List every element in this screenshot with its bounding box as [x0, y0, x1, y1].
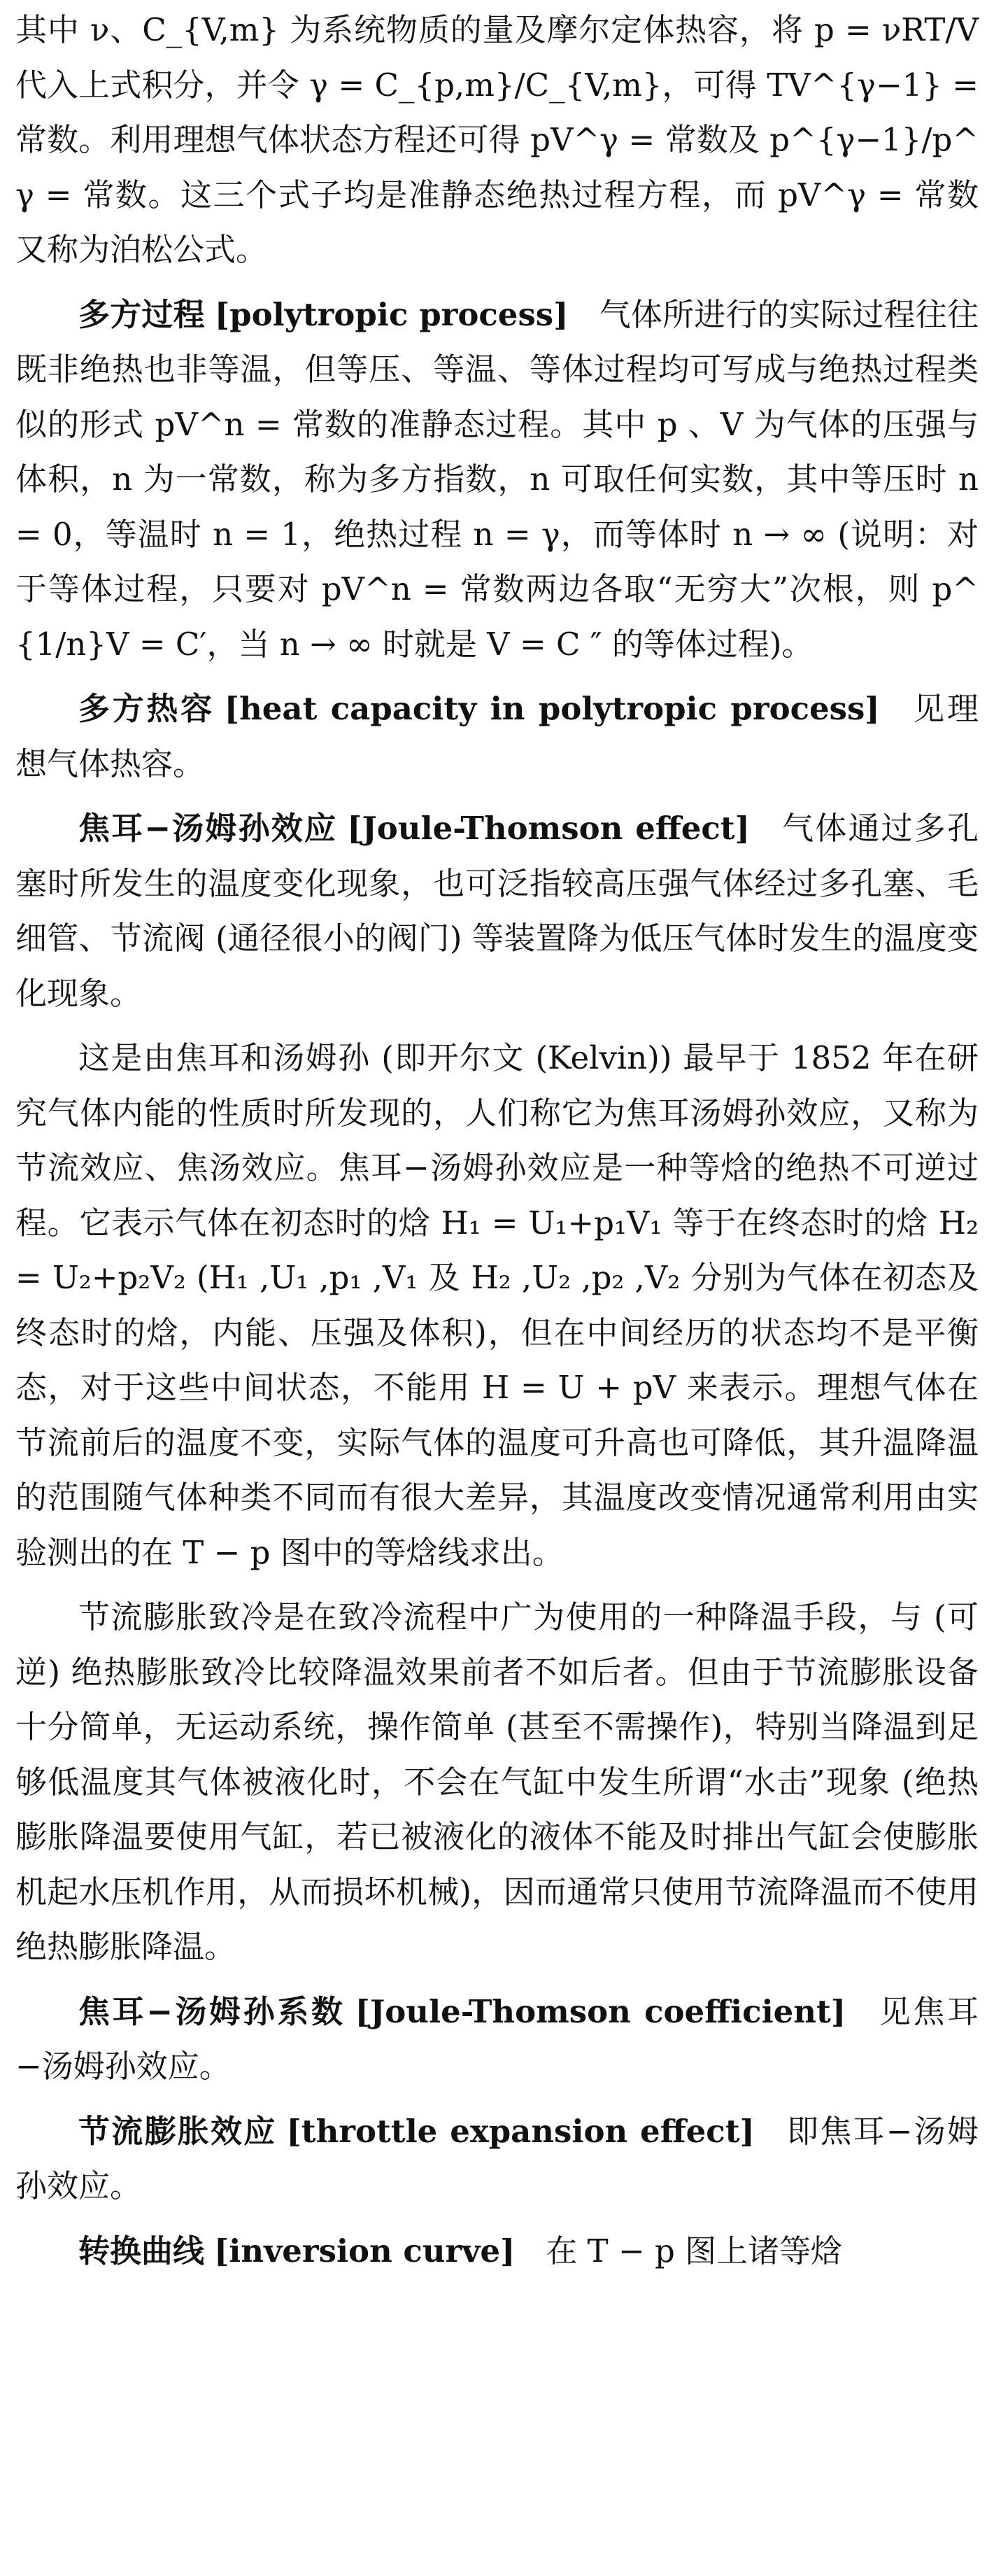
entry-polytropic-heat-capacity — [15, 682, 979, 791]
entry-text: 气体所进行的实际过程往往既非绝热也非等温，但等压、等温、等体过程均可写成与绝热过程类似的形式 pV^n = 常数的准静态过程。其中 p 、V 为气体的压强与体积，n 为一常数，称为多方指数，n 可取任何实数，其中等压时 n = 0，等温时 n = 1，绝热过程 n = γ，而等体时 n → ∞ (说明：对于等体过程，只要对 pV^n = 常数两边各取“无穷大”次根，则 p^{1/n}V = C′，当 n → ∞ 时就是 V = C ″ 的等体过程)。 — [15, 295, 979, 663]
entry-term-en: [heat capacity in polytropic process] — [224, 690, 880, 727]
intro-paragraph: 其中 ν、C_{V,m} 为系统物质的量及摩尔定体热容，将 p = νRT/V 代入上式积分，并令 γ = C_{p,m}/C_{V,m}，可得 TV^{γ−1} = 常数。利用理想气体状态方程还可得 pV^γ = 常数及 p^{γ−1}/p^γ = 常数。这三个式子均是准静态绝热过程方程，而 pV^γ = 常数又称为泊松公式。 — [15, 11, 979, 268]
entry-text: 即焦耳−汤姆孙效应。 — [15, 2112, 979, 2204]
entry-inversion-curve — [15, 2224, 979, 2279]
entry-term-cn: 焦耳−汤姆孙效应 — [78, 810, 338, 847]
entry-term-cn: 多方过程 — [78, 295, 205, 333]
joule-thomson-paragraph-2: 节流膨胀致冷是在致冷流程中广为使用的一种降温手段，与 (可逆) 绝热膨胀致冷比较降温效果前者不如后者。但由于节流膨胀设备十分简单，无运动系统，操作简单 (甚至不需操作)，特别当降温到足够低温度其气体被液化时，不会在气缸中发生所谓“水击”现象 (绝热膨胀降温要使用气缸，若已被液化的液体不能及时排出气缸会使膨胀机起水压机作用，从而损坏机械)，因而通常只使用节流降温而不使用绝热膨胀降温。 — [15, 1598, 979, 1965]
entry-text: 见焦耳−汤姆孙效应。 — [15, 1992, 979, 2085]
entry-text: 在 T − p 图上诸等焓 — [546, 2232, 843, 2269]
entry-text: 见理想气体热容。 — [15, 690, 979, 782]
entry-term-en: [inversion curve] — [214, 2232, 516, 2269]
entry-throttle-expansion-effect — [15, 2104, 979, 2214]
entry-term-cn: 节流膨胀效应 — [78, 2112, 277, 2150]
entry-term-en: [polytropic process] — [214, 295, 569, 333]
entry-polytropic-process — [15, 288, 979, 673]
entry-joule-thomson-effect — [15, 801, 979, 1021]
entry-term-cn: 转换曲线 — [78, 2232, 205, 2269]
entry-term-en: [throttle expansion effect] — [286, 2112, 755, 2150]
entry-term-cn: 多方热容 — [78, 690, 215, 727]
entry-term-cn: 焦耳−汤姆孙系数 — [78, 1992, 346, 2030]
entry-joule-thomson-coefficient — [15, 1985, 979, 2095]
entry-text: 气体通过多孔塞时所发生的温度变化现象，也可泛指较高压强气体经过多孔塞、毛细管、节流阀 (通径很小的阀门) 等装置降为低压气体时发生的温度变化现象。 — [15, 810, 979, 1012]
entry-term-en: [Joule-Thomson coefficient] — [355, 1992, 846, 2030]
entry-term-en: [Joule-Thomson effect] — [347, 810, 750, 847]
joule-thomson-paragraph-1: 这是由焦耳和汤姆孙 (即开尔文 (Kelvin)) 最早于 1852 年在研究气体内能的性质时所发现的，人们称它为焦耳汤姆孙效应，又称为节流效应、焦汤效应。焦耳−汤姆孙效应是一种等焓的绝热不可逆过程。它表示气体在初态时的焓 H₁ = U₁+p₁V₁ 等于在终态时的焓 H₂ = U₂+p₂V₂ (H₁ ,U₁ ,p₁ ,V₁ 及 H₂ ,U₂ ,p₂ ,V₂ 分别为气体在初态及终态时的焓，内能、压强及体积)，但在中间经历的状态均不是平衡态，对于这些中间状态，不能用 H = U + pV 来表示。理想气体在节流前后的温度不变，实际气体的温度可升高也可降低，其升温降温的范围随气体种类不同而有很大差异，其温度改变情况通常利用由实验测出的在 T − p 图中的等焓线求出。 — [15, 1039, 979, 1571]
